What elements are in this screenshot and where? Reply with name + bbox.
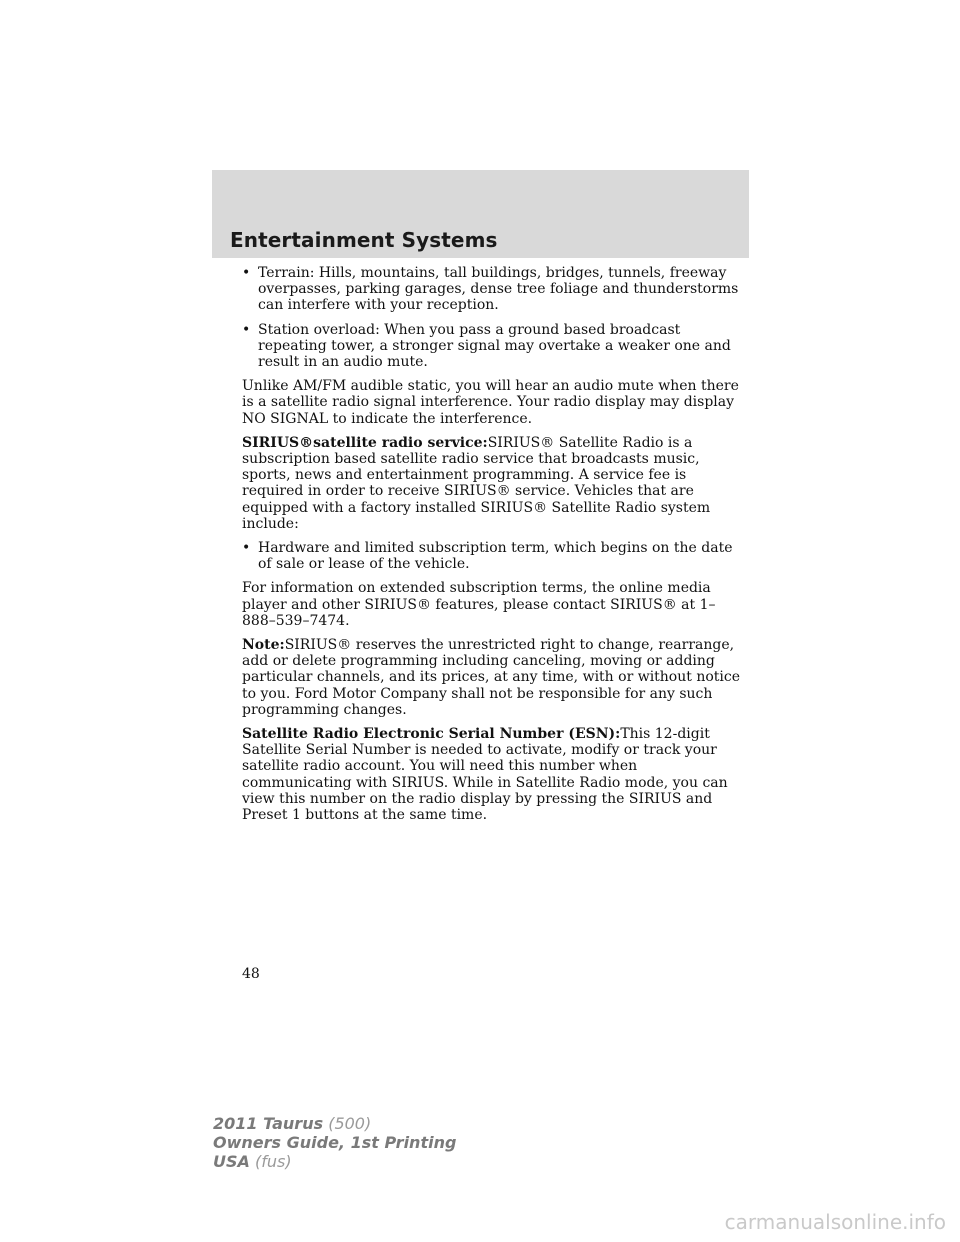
footer-model: 2011 Taurus: [213, 1114, 324, 1133]
footer-market-code: (fus): [255, 1152, 292, 1171]
bullet-icon: •: [242, 321, 251, 338]
bullet-text: Hardware and limited subscription term, which begins on the date of sale or lease of the vehicle.: [258, 540, 733, 573]
paragraph-text: This 12-digit Satellite Serial Number is needed to activate, modify or track your satellite radio account. You will need this number when communicating with SIRIUS. While in Satellite Radio mode, you can view this number on the radio display by pressing the SIRIUS and Preset 1 buttons at the same time.: [242, 726, 728, 824]
section-header-band: [212, 170, 749, 258]
page-number: 48: [242, 966, 260, 982]
paragraph-audio-mute: Unlike AM/FM audible static, you will hear an audio mute when there is a satellite radio signal interference. Your radio display may display NO SIGNAL to indicate the interference.: [242, 378, 739, 427]
list-item: [242, 540, 748, 572]
paragraph-note: [242, 637, 748, 718]
footer-line-printing: Owners Guide, 1st Printing: [213, 1133, 457, 1152]
paragraph-subscription-info: For information on extended subscription terms, the online media player and other SIRIUS® features, please contact SIRIUS® at 1–888–539–7474.: [242, 580, 716, 629]
paragraph-label: SIRIUS®satellite radio service:: [242, 434, 488, 451]
paragraph-label: Satellite Radio Electronic Serial Number (ESN):: [242, 726, 621, 743]
document-footer: [213, 1114, 456, 1171]
paragraph-sirius-service: [242, 435, 748, 532]
bullet-icon: •: [242, 265, 251, 281]
footer-line-model: [213, 1114, 456, 1133]
list-item: [242, 265, 748, 314]
paragraph-esn: [242, 726, 748, 823]
watermark-logo: carmanualsonline.info: [724, 1210, 946, 1234]
section-title: Entertainment Systems: [230, 228, 498, 252]
paragraph-text: SIRIUS® Satellite Radio is a subscription based satellite radio service that broadcasts music, sports, news and entertainment programming. A service fee is required in order to receive SIRIUS® service. Vehicles that are equipped with a factory installed SIRIUS® Satellite Radio system include:: [242, 434, 711, 532]
bullet-icon: •: [242, 540, 251, 557]
bullet-text: Station overload: When you pass a ground based broadcast repeating tower, a stronger signal may overtake a weaker one and result in an audio mute.: [258, 321, 731, 371]
page-content: [242, 265, 748, 831]
paragraph-text: SIRIUS® reserves the unrestricted right to change, rearrange, add or delete programming including canceling, moving or adding particular channels, and its prices, at any time, with or without notice to you. Ford Motor Company shall not be responsible for any such programming changes.: [242, 637, 741, 718]
list-item: [242, 322, 748, 371]
paragraph-label: Note:: [242, 637, 285, 654]
footer-market: USA: [213, 1152, 250, 1171]
bullet-text: Terrain: Hills, mountains, tall buildings, bridges, tunnels, freeway overpasses, parking garages, dense tree foliage and thunderstorms can interfere with your reception.: [258, 265, 739, 314]
footer-model-code: (500): [328, 1114, 372, 1133]
footer-line-market: [213, 1152, 456, 1171]
